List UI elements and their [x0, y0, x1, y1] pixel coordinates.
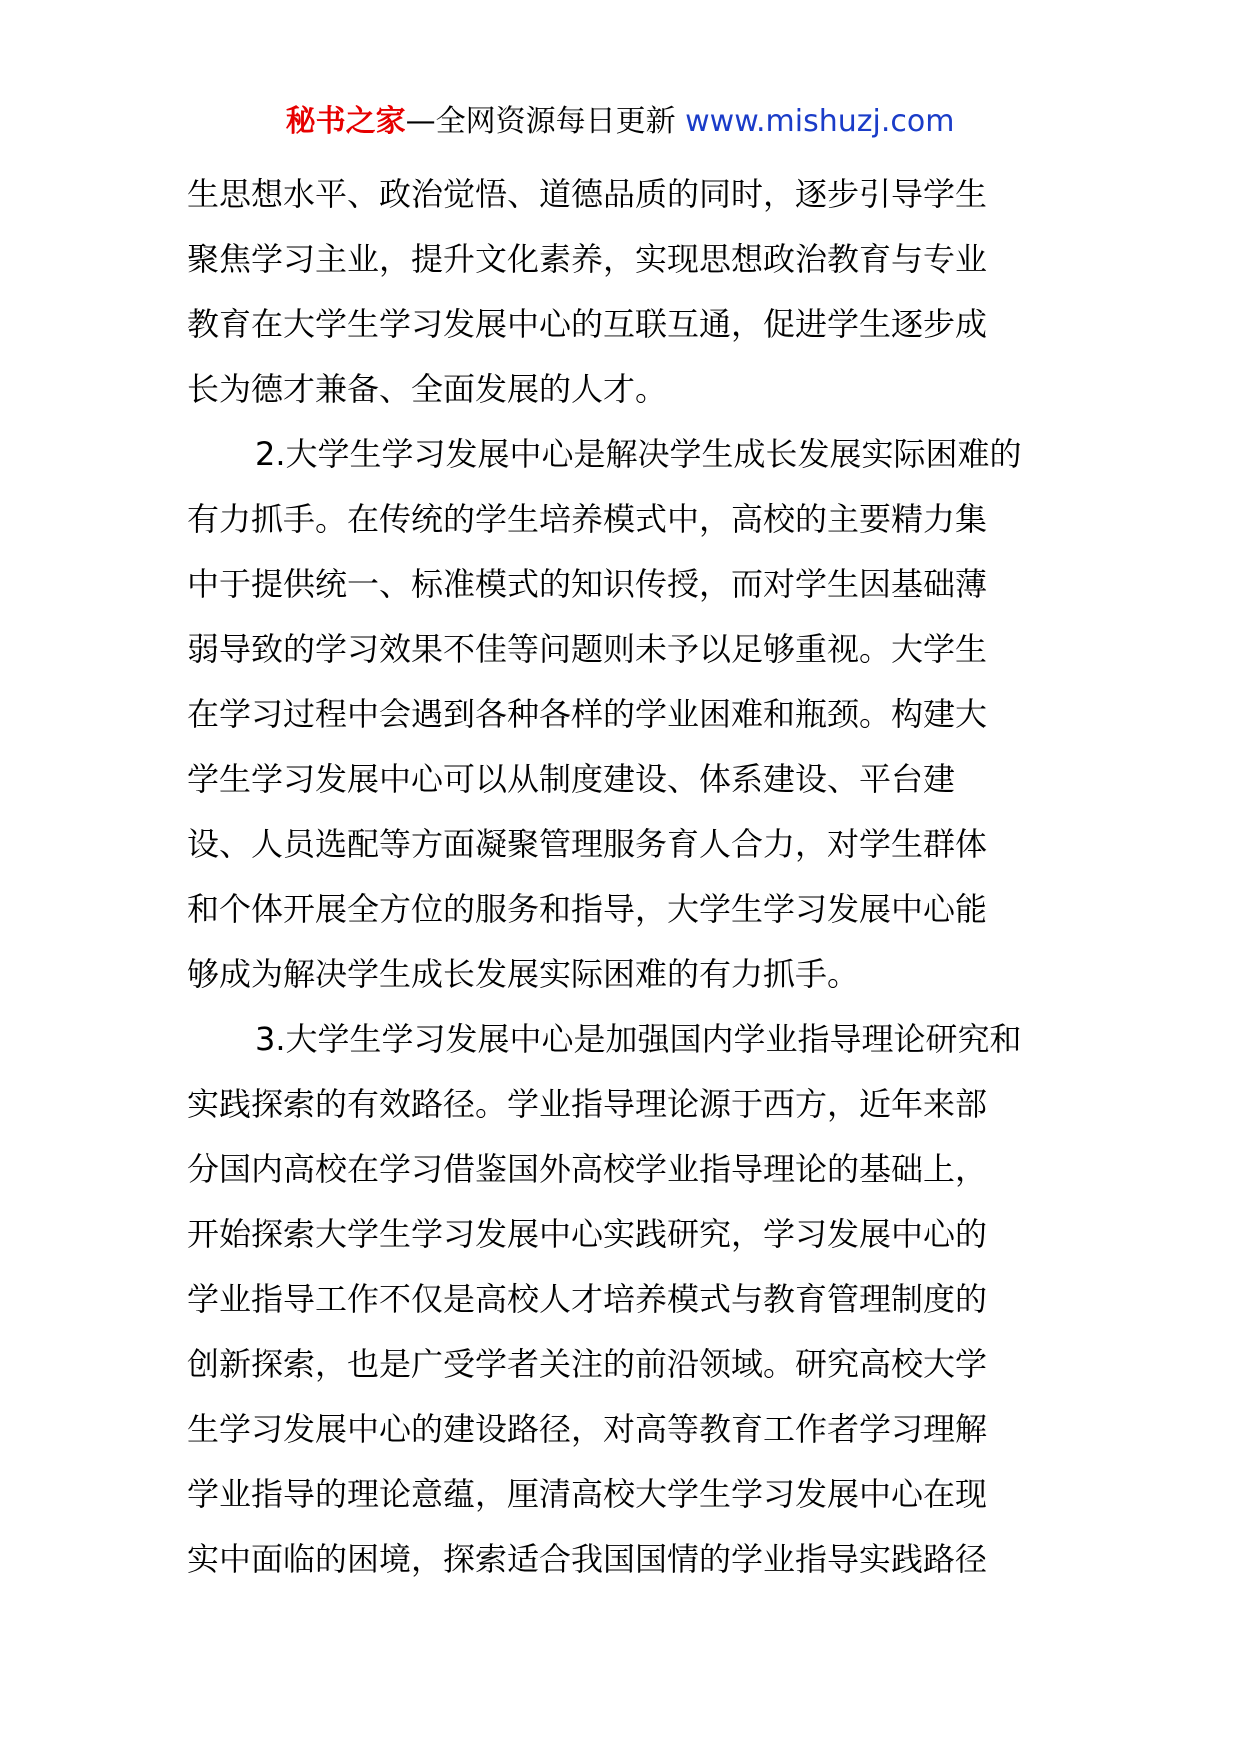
- text-line: 中于提供统一、标准模式的知识传授，而对学生因基础薄: [187, 565, 988, 603]
- text-line: 够成为解决学生成长发展实际困难的有力抓手。: [187, 955, 860, 993]
- text-line: 聚焦学习主业，提升文化素养，实现思想政治教育与专业: [187, 240, 988, 278]
- text-line: 和个体开展全方位的服务和指导，大学生学习发展中心能: [187, 890, 988, 928]
- page-header: [0, 100, 1240, 144]
- text-line: 长为德才兼备、全面发展的人才。: [187, 370, 668, 408]
- body-text: [187, 162, 1057, 1592]
- text-line: 开始探索大学生学习发展中心实践研究，学习发展中心的: [187, 1215, 988, 1253]
- paragraph-2-first-line: 2.大学生学习发展中心是解决学生成长发展实际困难的: [255, 435, 1022, 473]
- text-line: 创新探索，也是广受学者关注的前沿领域。研究高校大学: [187, 1345, 988, 1383]
- text-line: 实中面临的困境，探索适合我国国情的学业指导实践路径: [187, 1540, 988, 1578]
- text-line: 设、人员选配等方面凝聚管理服务育人合力，对学生群体: [187, 825, 988, 863]
- text-line: 学生学习发展中心可以从制度建设、体系建设、平台建: [187, 760, 956, 798]
- text-line: 生学习发展中心的建设路径，对高等教育工作者学习理解: [187, 1410, 988, 1448]
- site-url-link[interactable]: www.mishuzj.com: [685, 104, 955, 139]
- paragraph-3-first-line: 3.大学生学习发展中心是加强国内学业指导理论研究和: [255, 1020, 1022, 1058]
- text-line: 实践探索的有效路径。学业指导理论源于西方，近年来部: [187, 1085, 988, 1123]
- text-line: 有力抓手。在传统的学生培养模式中，高校的主要精力集: [187, 500, 988, 538]
- text-line: 学业指导的理论意蕴，厘清高校大学生学习发展中心在现: [187, 1475, 988, 1513]
- text-line: 教育在大学生学习发展中心的互联互通，促进学生逐步成: [187, 305, 988, 343]
- text-line: 分国内高校在学习借鉴国外高校学业指导理论的基础上，: [187, 1150, 988, 1188]
- text-line: 学业指导工作不仅是高校人才培养模式与教育管理制度的: [187, 1280, 988, 1318]
- header-tagline: —全网资源每日更新: [405, 104, 686, 139]
- text-line: 在学习过程中会遇到各种各样的学业困难和瓶颈。构建大: [187, 695, 988, 733]
- text-line: 弱导致的学习效果不佳等问题则未予以足够重视。大学生: [187, 630, 988, 668]
- brand-name: 秘书之家: [285, 104, 406, 139]
- text-line: 生思想水平、政治觉悟、道德品质的同时，逐步引导学生: [187, 175, 988, 213]
